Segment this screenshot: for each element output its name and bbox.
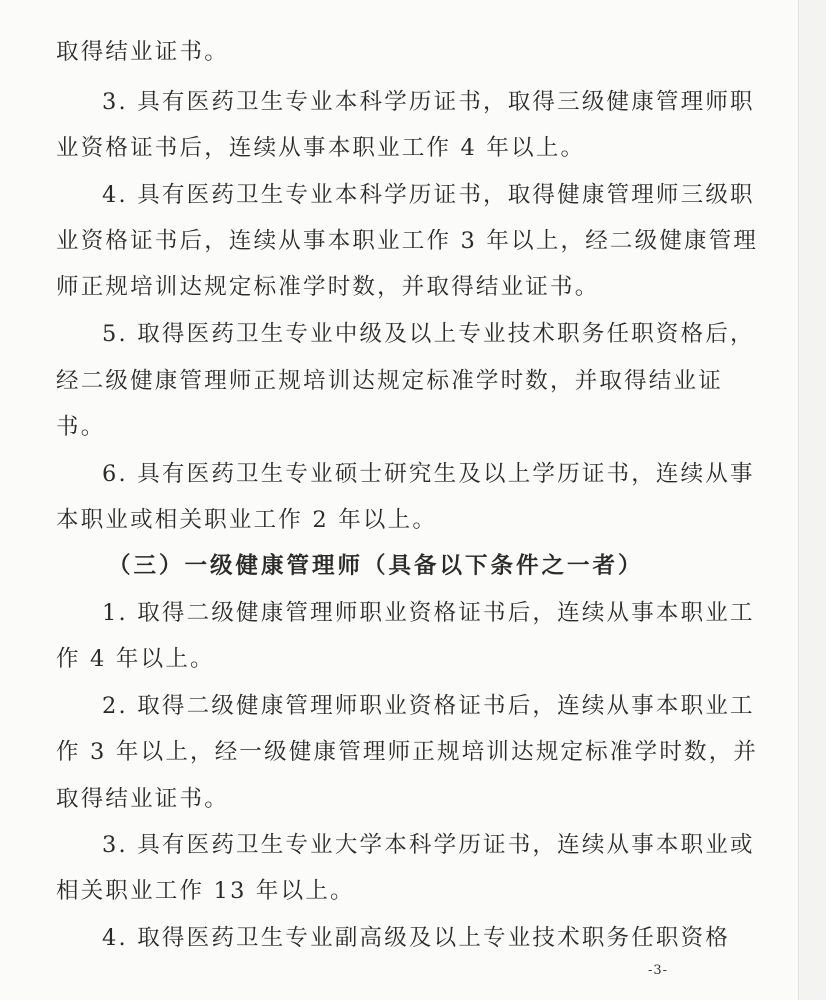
section-heading: （三）一级健康管理师（具备以下条件之一者） — [108, 553, 644, 579]
text-line: 作 3 年以上，经一级健康管理师正规培训达规定标准学时数，并 — [56, 739, 759, 765]
text-line: 本职业或相关职业工作 2 年以上。 — [56, 507, 438, 533]
text-line: 1. 取得二级健康管理师职业资格证书后，连续从事本职业工 — [102, 600, 755, 626]
text-line: 书。 — [56, 414, 106, 440]
text-line: 3. 具有医药卫生专业本科学历证书，取得三级健康管理师职 — [102, 89, 755, 115]
text-line: 4. 具有医药卫生专业本科学历证书，取得健康管理师三级职 — [102, 182, 755, 208]
text-line: 6. 具有医药卫生专业硕士研究生及以上学历证书，连续从事 — [102, 461, 755, 487]
text-line: 取得结业证书。 — [56, 39, 229, 65]
text-line: 5. 取得医药卫生专业中级及以上专业技术职务任职资格后， — [102, 321, 755, 347]
text-line: 相关职业工作 13 年以上。 — [56, 878, 355, 904]
text-line: 业资格证书后，连续从事本职业工作 4 年以上。 — [56, 135, 586, 161]
page-edge — [798, 0, 826, 1000]
text-line: 师正规培训达规定标准学时数，并取得结业证书。 — [56, 274, 600, 300]
text-line: 3. 具有医药卫生专业大学本科学历证书，连续从事本职业或 — [102, 832, 755, 858]
text-line: 4. 取得医药卫生专业副高级及以上专业技术职务任职资格 — [102, 925, 731, 951]
text-line: 业资格证书后，连续从事本职业工作 3 年以上，经二级健康管理 — [56, 228, 759, 254]
text-line: 经二级健康管理师正规培训达规定标准学时数，并取得结业证 — [56, 368, 723, 394]
text-line: 取得结业证书。 — [56, 786, 229, 812]
text-line: 作 4 年以上。 — [56, 646, 215, 672]
text-line: 2. 取得二级健康管理师职业资格证书后，连续从事本职业工 — [102, 693, 755, 719]
page-number: -3- — [648, 963, 669, 978]
